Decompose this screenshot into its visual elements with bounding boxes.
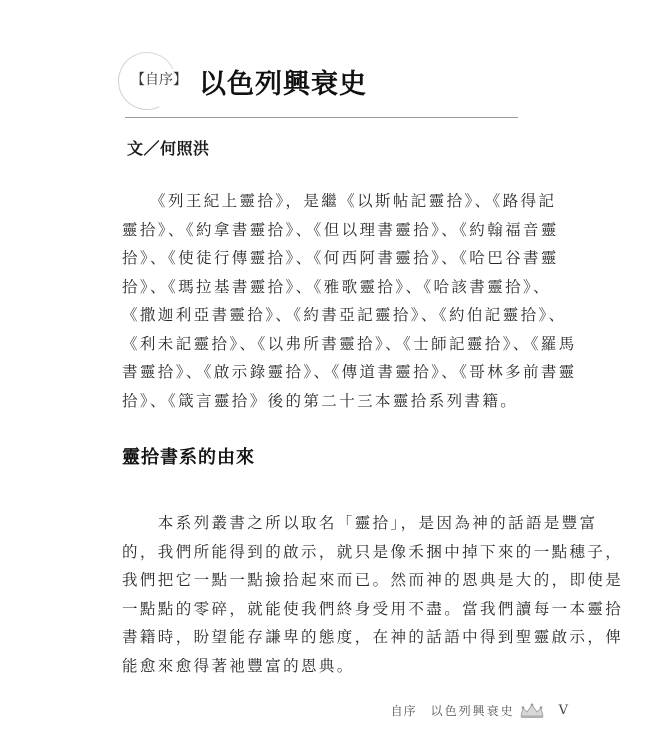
section-paragraph bbox=[122, 509, 624, 680]
section-heading: 靈拾書系的由來 bbox=[122, 447, 255, 468]
section-tag: 【自序】 bbox=[131, 72, 187, 88]
footer-section-label: 自序 bbox=[390, 704, 417, 718]
paragraph-line: 拾》、《瑪拉基書靈拾》、《雅歌靈拾》、《哈該書靈拾》、 bbox=[122, 277, 552, 296]
page-footer bbox=[391, 702, 568, 719]
paragraph-line: 能愈來愈得著祂豐富的恩典。 bbox=[122, 656, 355, 675]
footer-running-title: 以色列興衰史 bbox=[430, 704, 515, 718]
paragraph-line: 《列王紀上靈拾》，是繼《以斯帖記靈拾》、《路得記 bbox=[122, 192, 557, 210]
paragraph-line: 書靈拾》、《啟示錄靈拾》、《傳道書靈拾》、《哥林多前書靈 bbox=[122, 363, 577, 381]
paragraph-line: 《利未記靈拾》、《以弗所書靈拾》、《士師記靈拾》、《羅馬 bbox=[122, 334, 577, 353]
paragraph-line: 本系列叢書之所以取名「靈拾」，是因為神的話語是豐富 bbox=[122, 514, 598, 532]
paragraph-line: 書籍時，盼望能存謙卑的態度，在神的話語中得到聖靈啟示，俾 bbox=[122, 628, 624, 646]
title-divider bbox=[125, 117, 518, 118]
page-number: V bbox=[558, 703, 568, 718]
crown-icon bbox=[519, 703, 545, 719]
paragraph-line: 拾》、《箴言靈拾》後的第二十三本靈拾系列書籍。 bbox=[122, 391, 519, 410]
paragraph-line: 一點點的零碎，就能使我們終身受用不盡。當我們讀每一本靈拾 bbox=[122, 599, 624, 618]
paragraph-line: 拾》、《使徒行傳靈拾》、《何西阿書靈拾》、《哈巴谷書靈 bbox=[122, 249, 559, 267]
author-byline: 文／何照洪 bbox=[127, 139, 210, 158]
page-title: 以色列興衰史 bbox=[199, 69, 367, 100]
paragraph-line: 我們把它一點一點撿拾起來而已。然而神的恩典是大的，即使是 bbox=[122, 571, 624, 589]
intro-paragraph bbox=[122, 187, 577, 415]
paragraph-line: 的，我們所能得到的啟示，就只是像禾捆中掉下來的一點穗子， bbox=[122, 542, 624, 561]
paragraph-line: 靈拾》、《約拿書靈拾》、《但以理書靈拾》、《約翰福音靈 bbox=[122, 220, 559, 239]
paragraph-line: 《撒迦利亞書靈拾》、《約書亞記靈拾》、《約伯記靈拾》、 bbox=[122, 306, 567, 324]
